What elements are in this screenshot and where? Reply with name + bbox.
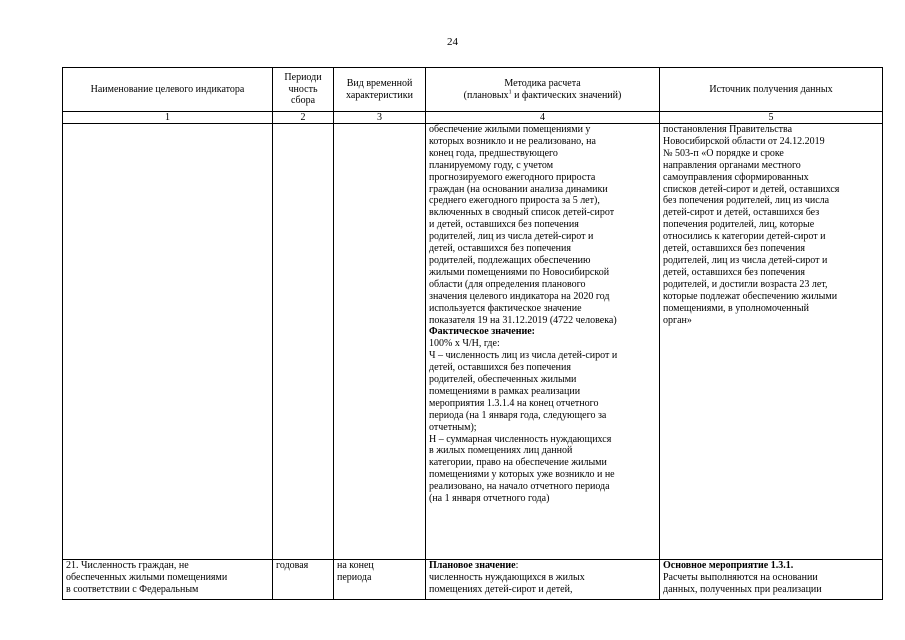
column-number: 4 (426, 112, 660, 124)
indicator-name-cell (63, 124, 273, 560)
header-calculation-method: Методика расчета (плановых$^1$ и фактических значений) (426, 68, 660, 112)
fact-value-heading: Фактическое значение: (429, 326, 535, 338)
plan-value-heading: Плановое значение: (429, 560, 519, 571)
data-source-cell: постановления Правительства Новосибирской области от 24.12.2019 № 503-п «О порядке и сроке направления органами местного самоуправления сформированных списков детей-сирот и детей, оставшихся без попечения родителей, лиц из числа детей-сирот и детей, оставшихся без попечения родителей, лиц, которые относились к категории детей-сирот и детей, оставшихся без попечения родителей, лиц из числа детей-сирот и детей, оставшихся без попечения родителей, и достигли возраста 23 лет, которые подлежат обеспечению жилыми помещениями, в уполномоченный орган» (660, 124, 883, 560)
table-row (63, 124, 883, 560)
column-number: 3 (334, 112, 426, 124)
column-number: 5 (660, 112, 883, 124)
header-time-characteristic: Вид временной характеристики (334, 68, 426, 112)
periodicity-cell (273, 124, 334, 560)
table-header-row (63, 68, 883, 112)
time-characteristic-cell (334, 124, 426, 560)
calculation-method-cell: обеспечение жилыми помещениями у которых возникло и не реализовано, на конец года, предшествующего планируемому году, с учетом прогнозируемого ежегодного прироста граждан (на основании анализа динамики среднего ежегодного прироста за 5 лет), включенных в сводный список детей-сирот и детей, оставшихся без попечения родителей, лиц из числа детей-сирот и детей, оставшихся без попечения родителей, подлежащих обеспечению жилыми помещениями по Новосибирской области (для определения планового значения целевого индикатора на 2020 год используется фактическое значение показателя 19 на 31.12.2019 (4722 человека) Фактическое значение: 100% x Ч/Н, где: Ч – численность лиц из числа детей-сирот и детей, оставшихся без попечения родителей, обеспеченных жилыми помещениями в рамках реализации мероприятия 1.3.1.4 на конец отчетного периода (на 1 января года, следующего за отчетным); Н – суммарная численность нуждающихся в жилых помещениях лиц данной категории, право на обеспечение жилыми помещениями у которых уже возникло и не реализовано, на начало отчетного периода (на 1 января отчетного года) (426, 124, 660, 560)
data-source-cell: Основное мероприятие 1.3.1. Расчеты выполняются на основании данных, полученных при реализации (660, 560, 883, 600)
header-data-source: Источник получения данных (660, 68, 883, 112)
main-activity-heading: Основное мероприятие 1.3.1. (663, 560, 794, 571)
footnote-mark: 1 (508, 89, 512, 96)
indicator-name-cell: 21. Численность граждан, не обеспеченных жилыми помещениями в соответствии с Федеральным (63, 560, 273, 600)
indicator-table (62, 67, 883, 600)
table-row (63, 560, 883, 600)
column-number: 2 (273, 112, 334, 124)
column-number: 1 (63, 112, 273, 124)
header-indicator-name: Наименование целевого индикатора (63, 68, 273, 112)
calculation-method-cell: Плановое значение: численность нуждающихся в жилых помещениях детей-сирот и детей, (426, 560, 660, 600)
header-periodicity: Периоди чность сбора (273, 68, 334, 112)
time-characteristic-cell: на конец периода (334, 560, 426, 600)
page-number: 24 (447, 36, 458, 48)
column-number-row (63, 112, 883, 124)
periodicity-cell: годовая (273, 560, 334, 600)
